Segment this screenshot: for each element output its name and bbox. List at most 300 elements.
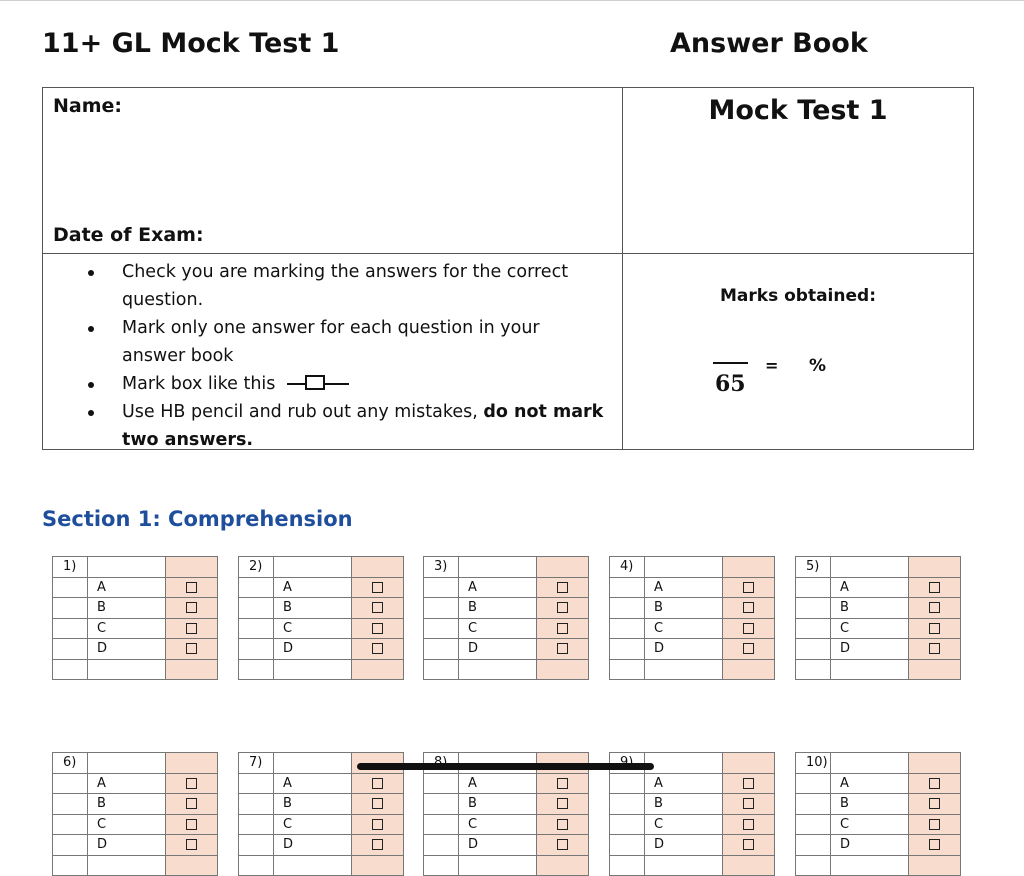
empty-row — [424, 659, 589, 680]
answer-option-letter: A — [831, 577, 909, 598]
info-box-divider-vertical — [622, 88, 623, 449]
answer-shade-cell — [537, 598, 589, 619]
table-cell — [424, 577, 459, 598]
table-cell — [796, 773, 831, 794]
answer-shade-cell — [909, 835, 961, 856]
answer-shade-cell — [166, 618, 218, 639]
empty-row — [239, 855, 404, 876]
empty-row — [610, 855, 775, 876]
percent-sign: % — [809, 356, 827, 376]
answer-option-letter: D — [831, 639, 909, 660]
table-cell — [239, 577, 274, 598]
question-table — [795, 556, 961, 680]
answer-option-row — [610, 618, 775, 639]
table-cell — [831, 659, 909, 680]
answer-option-letter: C — [459, 814, 537, 835]
table-cell — [610, 855, 645, 876]
answer-checkbox[interactable] — [929, 839, 940, 850]
answer-shade-cell — [352, 557, 404, 578]
table-cell — [53, 814, 88, 835]
answer-shade-cell — [537, 773, 589, 794]
answer-checkbox[interactable] — [743, 819, 754, 830]
table-cell — [645, 753, 723, 774]
section-title: Section 1: Comprehension — [42, 507, 353, 531]
answer-shade-cell — [909, 618, 961, 639]
date-of-exam-label: Date of Exam: — [53, 224, 204, 246]
table-cell — [796, 598, 831, 619]
answer-shade-cell — [909, 639, 961, 660]
answer-option-row — [53, 598, 218, 619]
answer-option-letter: C — [831, 618, 909, 639]
answer-checkbox[interactable] — [372, 839, 383, 850]
answer-option-row — [53, 835, 218, 856]
answer-checkbox[interactable] — [372, 582, 383, 593]
answer-option-row — [53, 618, 218, 639]
question-table — [795, 752, 961, 876]
answer-option-row — [53, 814, 218, 835]
table-cell — [424, 794, 459, 815]
table-cell — [424, 598, 459, 619]
answer-checkbox[interactable] — [929, 643, 940, 654]
answer-option-letter: D — [88, 835, 166, 856]
answer-option-letter: C — [88, 618, 166, 639]
answer-shade-cell — [723, 753, 775, 774]
table-cell — [53, 598, 88, 619]
answer-checkbox[interactable] — [557, 839, 568, 850]
answer-shade-cell — [537, 855, 589, 876]
table-cell — [610, 794, 645, 815]
answer-option-letter: C — [831, 814, 909, 835]
answer-option-row — [796, 835, 961, 856]
answer-option-letter: C — [88, 814, 166, 835]
answer-checkbox[interactable] — [929, 623, 940, 634]
table-cell — [459, 855, 537, 876]
answer-option-letter: B — [831, 598, 909, 619]
answer-shade-cell — [723, 639, 775, 660]
answer-option-letter: D — [459, 639, 537, 660]
table-cell — [459, 557, 537, 578]
answer-checkbox[interactable] — [372, 623, 383, 634]
question-header-row — [424, 557, 589, 578]
answer-option-row — [53, 577, 218, 598]
answer-shade-cell — [537, 794, 589, 815]
table-cell — [424, 618, 459, 639]
answer-option-row — [239, 835, 404, 856]
answer-shade-cell — [537, 618, 589, 639]
answer-option-row — [424, 618, 589, 639]
answer-option-letter: D — [645, 835, 723, 856]
answer-option-row — [424, 835, 589, 856]
answer-option-row — [796, 598, 961, 619]
answer-checkbox[interactable] — [929, 582, 940, 593]
answer-option-row — [610, 835, 775, 856]
answer-shade-cell — [166, 639, 218, 660]
question-header-row — [53, 753, 218, 774]
answer-option-row — [239, 577, 404, 598]
answer-option-letter: B — [645, 794, 723, 815]
table-cell — [459, 659, 537, 680]
answer-checkbox[interactable] — [372, 798, 383, 809]
table-cell — [274, 557, 352, 578]
question-table — [52, 556, 218, 680]
instruction-text: Check you are marking the answers for the correct question. — [122, 262, 569, 310]
answer-shade-cell — [352, 639, 404, 660]
answer-option-row — [239, 598, 404, 619]
empty-row — [796, 659, 961, 680]
answer-option-letter: A — [645, 577, 723, 598]
answer-checkbox[interactable] — [929, 798, 940, 809]
answer-option-letter: D — [831, 835, 909, 856]
answer-checkbox[interactable] — [557, 819, 568, 830]
answer-option-letter: A — [88, 577, 166, 598]
answer-shade-cell — [166, 794, 218, 815]
answer-checkbox[interactable] — [557, 778, 568, 789]
answer-option-letter: B — [459, 598, 537, 619]
answer-option-letter: D — [274, 639, 352, 660]
answer-shade-cell — [537, 659, 589, 680]
page-top-border — [0, 0, 1024, 1]
answer-option-row — [796, 814, 961, 835]
table-cell — [274, 855, 352, 876]
table-cell — [239, 855, 274, 876]
answer-option-row — [610, 794, 775, 815]
table-cell — [239, 639, 274, 660]
instruction-text: Mark only one answer for each question in your answer book — [122, 318, 540, 366]
fraction-line — [713, 362, 748, 364]
empty-row — [239, 659, 404, 680]
answer-option-letter: B — [274, 794, 352, 815]
answer-shade-cell — [537, 814, 589, 835]
table-cell — [610, 659, 645, 680]
table-cell — [831, 557, 909, 578]
answer-shade-cell — [537, 639, 589, 660]
answer-checkbox[interactable] — [929, 778, 940, 789]
answer-option-row — [424, 773, 589, 794]
table-cell — [424, 814, 459, 835]
answer-shade-cell — [723, 557, 775, 578]
instruction-item — [85, 398, 605, 454]
answer-checkbox[interactable] — [186, 602, 197, 613]
answer-shade-cell — [723, 794, 775, 815]
empty-row — [610, 659, 775, 680]
marked-box-example-icon — [287, 375, 349, 391]
table-cell — [424, 639, 459, 660]
name-label: Name: — [53, 95, 123, 117]
answer-shade-cell — [166, 814, 218, 835]
answer-checkbox[interactable] — [743, 798, 754, 809]
question-header-row — [239, 557, 404, 578]
answer-option-letter: A — [831, 773, 909, 794]
answer-checkbox[interactable] — [929, 819, 940, 830]
question-table — [238, 556, 404, 680]
answer-option-row — [610, 773, 775, 794]
answer-shade-cell — [909, 659, 961, 680]
answer-checkbox[interactable] — [557, 602, 568, 613]
answer-option-letter: C — [459, 618, 537, 639]
answer-checkbox[interactable] — [743, 839, 754, 850]
answer-checkbox[interactable] — [743, 643, 754, 654]
answer-option-letter: A — [274, 773, 352, 794]
table-cell — [239, 794, 274, 815]
answer-shade-cell — [723, 577, 775, 598]
answer-option-letter: B — [645, 598, 723, 619]
answer-option-row — [610, 577, 775, 598]
table-cell — [610, 814, 645, 835]
answer-option-row — [239, 639, 404, 660]
info-box-divider-horizontal — [43, 253, 973, 254]
table-cell — [88, 855, 166, 876]
answer-option-row — [610, 639, 775, 660]
question-number: 10) — [796, 753, 831, 774]
empty-row — [53, 855, 218, 876]
table-cell — [610, 835, 645, 856]
table-cell — [796, 794, 831, 815]
answer-option-row — [610, 814, 775, 835]
answer-option-letter: A — [274, 577, 352, 598]
answer-shade-cell — [352, 598, 404, 619]
answer-checkbox[interactable] — [743, 602, 754, 613]
answer-option-letter: B — [459, 794, 537, 815]
answer-shade-cell — [352, 814, 404, 835]
answer-option-row — [424, 577, 589, 598]
question-number: 3) — [424, 557, 459, 578]
question-number: 1) — [53, 557, 88, 578]
question-number: 2) — [239, 557, 274, 578]
info-box — [42, 87, 974, 450]
question-table — [423, 752, 589, 876]
answer-checkbox[interactable] — [372, 602, 383, 613]
answer-shade-cell — [537, 835, 589, 856]
table-cell — [239, 835, 274, 856]
table-cell — [88, 753, 166, 774]
table-cell — [796, 835, 831, 856]
home-indicator[interactable] — [357, 763, 654, 770]
answer-shade-cell — [723, 773, 775, 794]
answer-option-letter: A — [88, 773, 166, 794]
table-cell — [88, 659, 166, 680]
table-cell — [239, 598, 274, 619]
answer-shade-cell — [352, 855, 404, 876]
table-cell — [645, 659, 723, 680]
answer-option-row — [239, 618, 404, 639]
document-title: 11+ GL Mock Test 1 — [42, 28, 340, 59]
table-cell — [239, 618, 274, 639]
answer-shade-cell — [723, 814, 775, 835]
answer-option-row — [53, 773, 218, 794]
answer-option-letter: D — [88, 639, 166, 660]
instruction-item — [85, 370, 605, 398]
table-cell — [831, 753, 909, 774]
answer-shade-cell — [909, 753, 961, 774]
answer-option-letter: A — [645, 773, 723, 794]
answer-option-letter: D — [274, 835, 352, 856]
table-cell — [53, 618, 88, 639]
question-number: 6) — [53, 753, 88, 774]
answer-checkbox[interactable] — [186, 798, 197, 809]
mock-test-title: Mock Test 1 — [708, 95, 888, 126]
marks-obtained-label: Marks obtained: — [720, 286, 876, 306]
answer-checkbox[interactable] — [186, 643, 197, 654]
total-marks: 65 — [715, 371, 746, 397]
answer-option-letter: B — [88, 598, 166, 619]
answer-book-title: Answer Book — [670, 28, 868, 59]
table-cell — [424, 773, 459, 794]
answer-checkbox[interactable] — [743, 582, 754, 593]
answer-option-letter: D — [459, 835, 537, 856]
question-header-row — [610, 557, 775, 578]
table-cell — [831, 855, 909, 876]
answer-checkbox[interactable] — [372, 819, 383, 830]
answer-option-row — [53, 794, 218, 815]
table-cell — [274, 753, 352, 774]
answer-shade-cell — [352, 794, 404, 815]
question-table — [423, 556, 589, 680]
table-cell — [53, 855, 88, 876]
table-cell — [239, 814, 274, 835]
table-cell — [424, 659, 459, 680]
answer-option-row — [239, 794, 404, 815]
question-header-row — [796, 557, 961, 578]
table-cell — [796, 814, 831, 835]
answer-option-letter: A — [459, 773, 537, 794]
table-cell — [424, 855, 459, 876]
table-cell — [796, 659, 831, 680]
answer-shade-cell — [909, 577, 961, 598]
answer-option-letter: B — [831, 794, 909, 815]
answer-checkbox[interactable] — [557, 798, 568, 809]
answer-checkbox[interactable] — [743, 778, 754, 789]
answer-shade-cell — [723, 618, 775, 639]
question-table — [609, 752, 775, 876]
answer-shade-cell — [166, 835, 218, 856]
instruction-text: Use HB pencil and rub out any mistakes, — [122, 402, 484, 422]
answer-shade-cell — [723, 659, 775, 680]
answer-shade-cell — [166, 753, 218, 774]
table-cell — [645, 855, 723, 876]
table-cell — [610, 618, 645, 639]
answer-checkbox[interactable] — [557, 582, 568, 593]
answer-shade-cell — [352, 618, 404, 639]
answer-shade-cell — [166, 577, 218, 598]
answer-option-row — [424, 814, 589, 835]
answer-option-letter: B — [88, 794, 166, 815]
empty-row — [424, 855, 589, 876]
answer-shade-cell — [352, 577, 404, 598]
instructions-list — [85, 258, 605, 454]
question-header-row — [53, 557, 218, 578]
answer-checkbox[interactable] — [186, 623, 197, 634]
answer-checkbox[interactable] — [186, 778, 197, 789]
question-table — [238, 752, 404, 876]
answer-checkbox[interactable] — [186, 582, 197, 593]
table-cell — [796, 577, 831, 598]
table-cell — [53, 794, 88, 815]
answer-checkbox[interactable] — [372, 778, 383, 789]
table-cell — [53, 577, 88, 598]
answer-checkbox[interactable] — [929, 602, 940, 613]
table-cell — [796, 639, 831, 660]
question-header-row — [796, 753, 961, 774]
answer-shade-cell — [909, 814, 961, 835]
instruction-item — [85, 258, 605, 314]
answer-option-row — [239, 773, 404, 794]
table-cell — [53, 659, 88, 680]
question-table — [609, 556, 775, 680]
answer-checkbox[interactable] — [186, 819, 197, 830]
empty-row — [796, 855, 961, 876]
answer-option-row — [610, 598, 775, 619]
table-cell — [610, 639, 645, 660]
answer-option-row — [796, 794, 961, 815]
empty-row — [53, 659, 218, 680]
table-cell — [53, 835, 88, 856]
table-cell — [610, 598, 645, 619]
table-cell — [610, 577, 645, 598]
answer-shade-cell — [909, 855, 961, 876]
answer-option-row — [796, 639, 961, 660]
answer-shade-cell — [909, 794, 961, 815]
answer-shade-cell — [537, 557, 589, 578]
answer-shade-cell — [352, 835, 404, 856]
answer-shade-cell — [352, 659, 404, 680]
answer-checkbox[interactable] — [557, 643, 568, 654]
question-number: 5) — [796, 557, 831, 578]
answer-shade-cell — [909, 773, 961, 794]
instruction-bold-text: do not mark two answers. — [122, 402, 604, 450]
answer-option-row — [796, 577, 961, 598]
answer-option-letter: C — [645, 618, 723, 639]
table-cell — [424, 835, 459, 856]
answer-shade-cell — [166, 659, 218, 680]
answer-shade-cell — [723, 598, 775, 619]
answer-checkbox[interactable] — [186, 839, 197, 850]
answer-shade-cell — [352, 773, 404, 794]
table-cell — [239, 773, 274, 794]
answer-checkbox[interactable] — [372, 643, 383, 654]
answer-option-letter: B — [274, 598, 352, 619]
answer-option-row — [796, 618, 961, 639]
answer-checkbox[interactable] — [743, 623, 754, 634]
answer-option-row — [239, 814, 404, 835]
table-cell — [796, 855, 831, 876]
table-cell — [274, 659, 352, 680]
answer-option-row — [796, 773, 961, 794]
answer-option-row — [53, 639, 218, 660]
table-cell — [239, 659, 274, 680]
answer-option-letter: C — [274, 618, 352, 639]
table-cell — [88, 557, 166, 578]
answer-shade-cell — [723, 835, 775, 856]
answer-option-row — [424, 598, 589, 619]
answer-option-row — [424, 639, 589, 660]
answer-checkbox[interactable] — [557, 623, 568, 634]
question-number: 7) — [239, 753, 274, 774]
table-cell — [610, 773, 645, 794]
answer-option-letter: C — [274, 814, 352, 835]
answer-shade-cell — [166, 557, 218, 578]
answer-shade-cell — [166, 855, 218, 876]
answer-shade-cell — [166, 773, 218, 794]
answer-shade-cell — [723, 855, 775, 876]
answer-option-letter: C — [645, 814, 723, 835]
table-cell — [796, 618, 831, 639]
equals-sign: = — [765, 356, 779, 375]
question-table — [52, 752, 218, 876]
answer-option-letter: A — [459, 577, 537, 598]
instruction-text: Mark box like this — [122, 374, 276, 394]
table-cell — [645, 557, 723, 578]
table-cell — [53, 639, 88, 660]
